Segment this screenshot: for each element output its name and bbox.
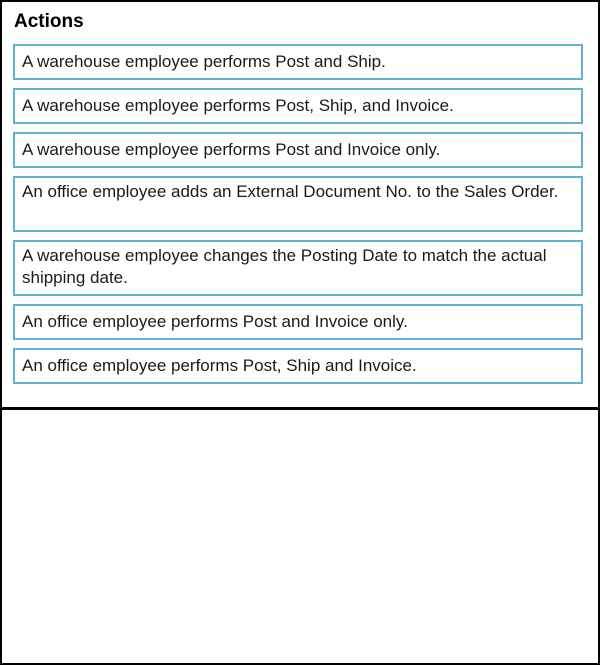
action-item-post-and-ship[interactable]: A warehouse employee performs Post and Ship.: [13, 44, 583, 80]
actions-heading: Actions: [14, 11, 84, 32]
action-item-add-external-document-no[interactable]: An office employee adds an External Document No. to the Sales Order.: [13, 176, 583, 232]
action-item-post-and-invoice-warehouse[interactable]: A warehouse employee performs Post and Invoice only.: [13, 132, 583, 168]
action-item-change-posting-date[interactable]: A warehouse employee changes the Posting Date to match the actual shipping date.: [13, 240, 583, 296]
actions-list: [13, 44, 581, 392]
action-item-post-and-invoice-office[interactable]: An office employee performs Post and Invoice only.: [13, 304, 583, 340]
actions-panel: [2, 2, 598, 410]
action-item-post-ship-invoice-office[interactable]: An office employee performs Post, Ship and Invoice.: [13, 348, 583, 384]
answer-drop-area[interactable]: [2, 410, 598, 663]
action-item-post-ship-invoice[interactable]: A warehouse employee performs Post, Ship, and Invoice.: [13, 88, 583, 124]
